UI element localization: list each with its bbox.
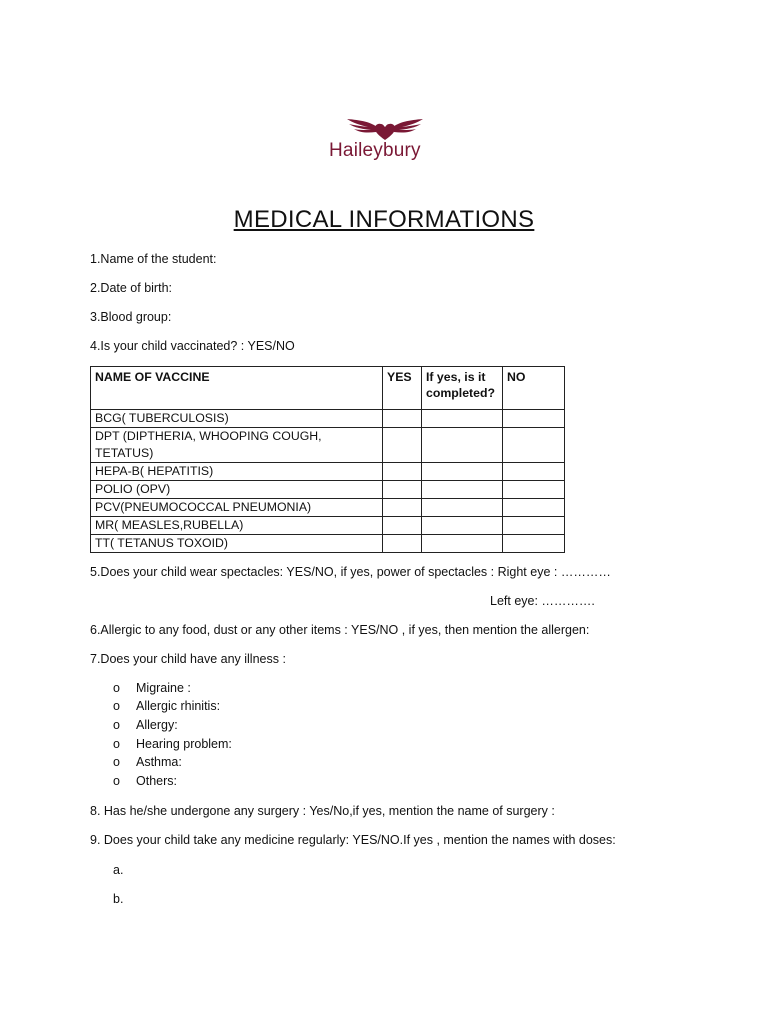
no-cell[interactable]: [503, 499, 565, 517]
header-yes: YES: [383, 367, 422, 410]
list-item: Allergic rhinitis:: [136, 699, 221, 713]
question-illness: 7.Does your child have any illness :: [90, 652, 286, 666]
question-spectacles-left-eye: Left eye: ………….: [490, 594, 595, 608]
yes-cell[interactable]: [383, 535, 422, 553]
list-item: Others:: [136, 774, 177, 788]
question-spectacles: 5.Does your child wear spectacles: YES/NO, if yes, power of spectacles : Right eye : …………: [90, 565, 611, 579]
list-item-b: b.: [113, 892, 124, 906]
completed-cell[interactable]: [422, 499, 503, 517]
yes-cell[interactable]: [383, 517, 422, 535]
no-cell[interactable]: [503, 535, 565, 553]
no-cell[interactable]: [503, 517, 565, 535]
question-allergic: 6.Allergic to any food, dust or any other items : YES/NO , if yes, then mention the allergen:: [90, 623, 590, 637]
completed-cell[interactable]: [422, 410, 503, 428]
no-cell[interactable]: [503, 428, 565, 463]
question-surgery: 8. Has he/she undergone any surgery : Yes/No,if yes, mention the name of surgery :: [90, 804, 555, 818]
vaccine-name: DPT (DIPTHERIA, WHOOPING COUGH, TETATUS): [91, 428, 383, 463]
completed-cell[interactable]: [422, 463, 503, 481]
question-blood-group: 3.Blood group:: [90, 310, 172, 324]
brand-name: Haileybury: [329, 140, 421, 161]
yes-cell[interactable]: [383, 428, 422, 463]
list-item: Asthma:: [136, 755, 182, 769]
completed-cell[interactable]: [422, 535, 503, 553]
table-row: [91, 410, 565, 428]
table-row: [91, 463, 565, 481]
list-bullet: o: [113, 681, 120, 695]
table-row: [91, 535, 565, 553]
question-vaccinated: 4.Is your child vaccinated? : YES/NO: [90, 339, 295, 353]
no-cell[interactable]: [503, 410, 565, 428]
vaccine-name: MR( MEASLES,RUBELLA): [91, 517, 383, 535]
yes-cell[interactable]: [383, 410, 422, 428]
vaccine-table-header: [91, 367, 565, 410]
completed-cell[interactable]: [422, 517, 503, 535]
header-vaccine-name: NAME OF VACCINE: [91, 367, 383, 410]
list-bullet: o: [113, 699, 120, 713]
vaccine-table: [90, 366, 565, 553]
vaccine-name: TT( TETANUS TOXOID): [91, 535, 383, 553]
list-item: Migraine :: [136, 681, 191, 695]
header-completed: If yes, is it completed?: [422, 367, 503, 410]
list-item: Allergy:: [136, 718, 178, 732]
question-student-name: 1.Name of the student:: [90, 252, 217, 266]
list-bullet: o: [113, 774, 120, 788]
list-bullet: o: [113, 755, 120, 769]
vaccine-name: POLIO (OPV): [91, 481, 383, 499]
yes-cell[interactable]: [383, 463, 422, 481]
no-cell[interactable]: [503, 481, 565, 499]
completed-cell[interactable]: [422, 481, 503, 499]
school-logo: [320, 114, 450, 168]
yes-cell[interactable]: [383, 499, 422, 517]
question-date-of-birth: 2.Date of birth:: [90, 281, 172, 295]
table-row: [91, 499, 565, 517]
no-cell[interactable]: [503, 463, 565, 481]
table-row: [91, 481, 565, 499]
list-bullet: o: [113, 737, 120, 751]
header-no: NO: [503, 367, 565, 410]
vaccine-name: BCG( TUBERCULOSIS): [91, 410, 383, 428]
list-item-a: a.: [113, 863, 124, 877]
vaccine-name: PCV(PNEUMOCOCCAL PNEUMONIA): [91, 499, 383, 517]
completed-cell[interactable]: [422, 428, 503, 463]
list-item: Hearing problem:: [136, 737, 232, 751]
vaccine-name: HEPA-B( HEPATITIS): [91, 463, 383, 481]
list-bullet: o: [113, 718, 120, 732]
table-row: [91, 428, 565, 463]
table-row: [91, 517, 565, 535]
question-medicine: 9. Does your child take any medicine regularly: YES/NO.If yes , mention the names with doses:: [90, 833, 616, 847]
page-title: MEDICAL INFORMATIONS: [233, 206, 535, 233]
yes-cell[interactable]: [383, 481, 422, 499]
